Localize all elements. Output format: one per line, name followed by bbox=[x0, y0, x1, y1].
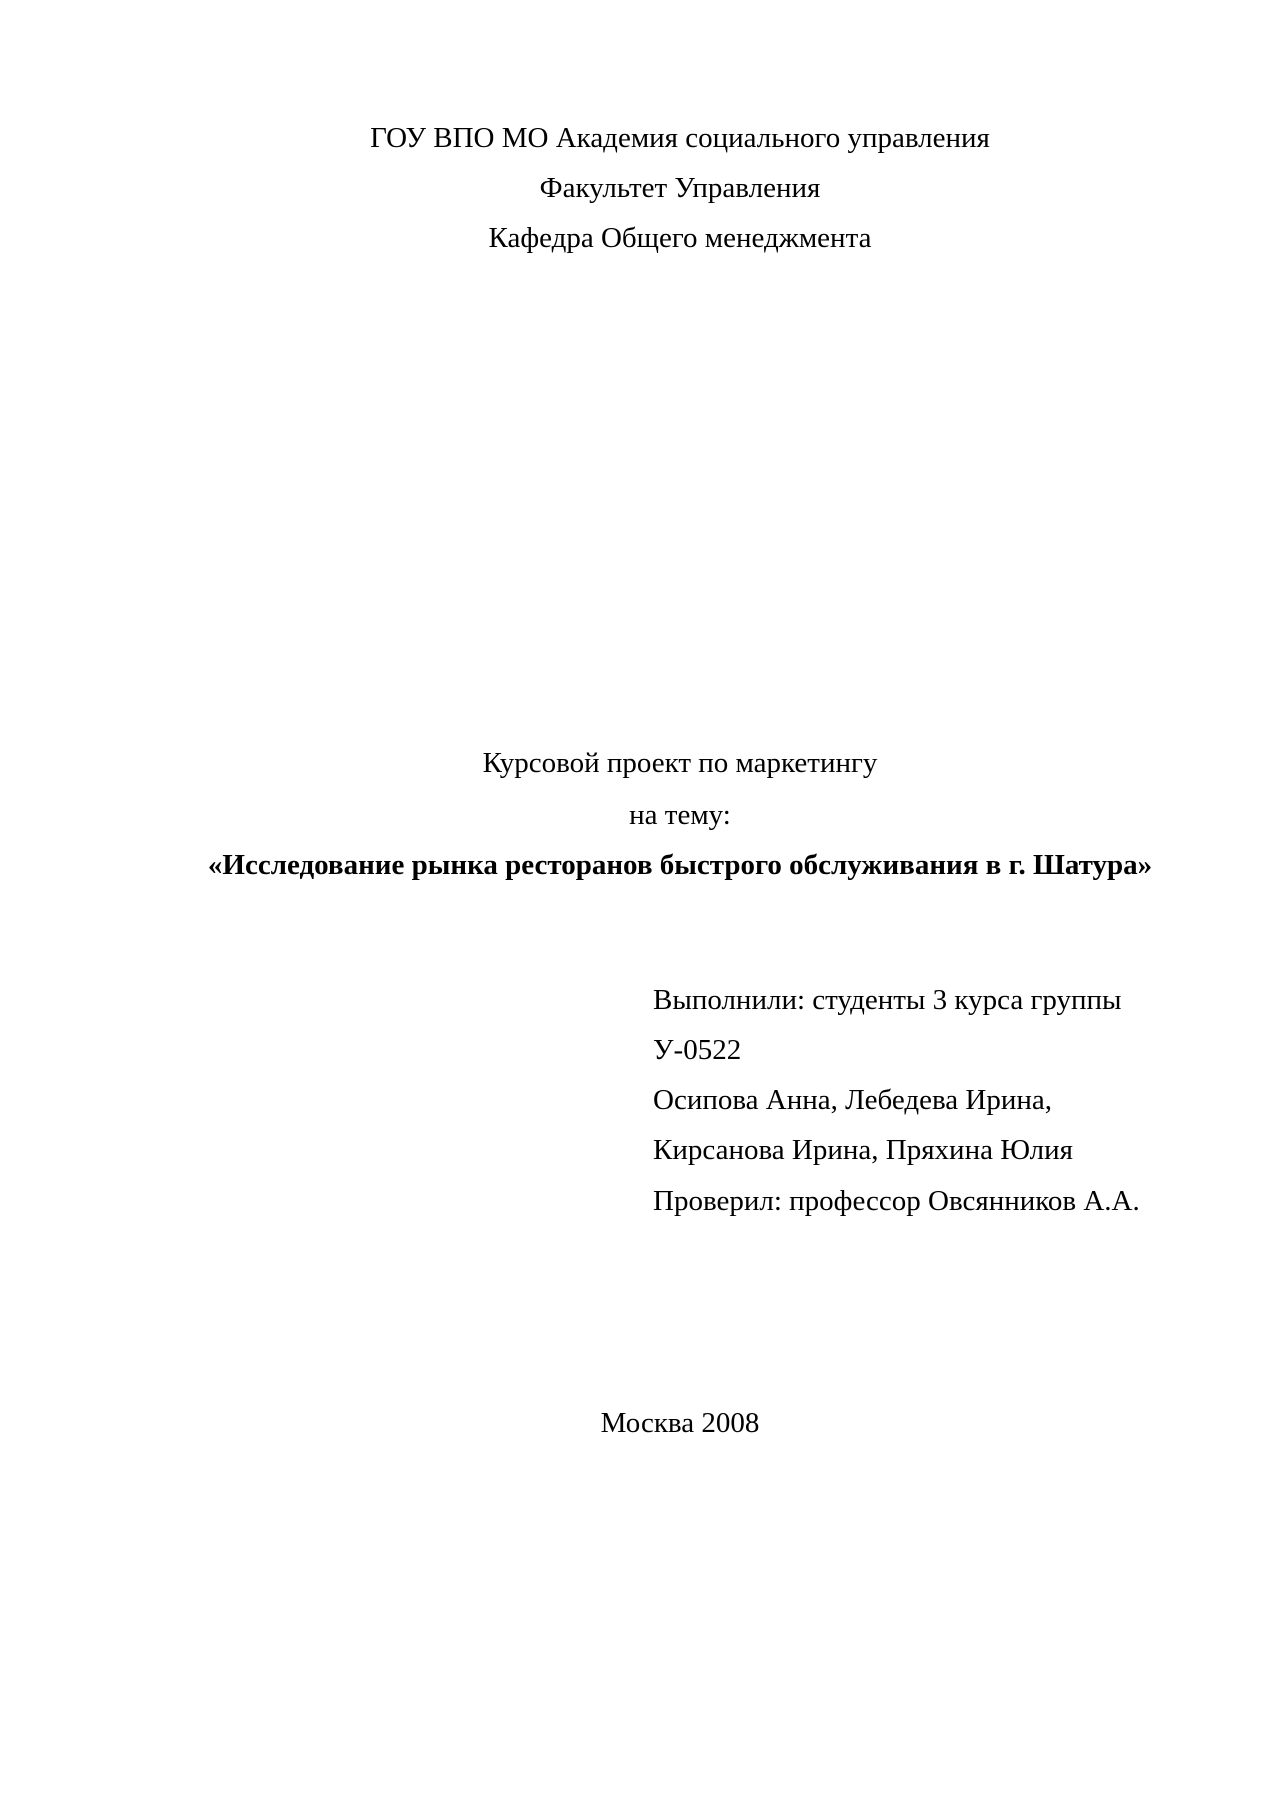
institution-name: ГОУ ВПО МО Академия социального управления bbox=[370, 122, 990, 154]
students-line-2: Кирсанова Ирина, Пряхина Юлия bbox=[653, 1134, 1073, 1166]
department-name: Кафедра Общего менеджмента bbox=[488, 222, 872, 254]
group-number: У-0522 bbox=[653, 1034, 742, 1066]
students-line-1: Осипова Анна, Лебедева Ирина, bbox=[653, 1084, 1053, 1116]
work-type: Курсовой проект по маркетингу bbox=[482, 747, 878, 779]
performed-by: Выполнили: студенты 3 курса группы bbox=[653, 984, 1122, 1016]
faculty-name: Факультет Управления bbox=[539, 172, 821, 204]
document-title: «Исследование рынка ресторанов быстрого обслуживания в г. Шатура» bbox=[207, 849, 1153, 881]
topic-intro: на тему: bbox=[629, 799, 731, 831]
checked-by: Проверил: профессор Овсянников А.А. bbox=[653, 1185, 1140, 1217]
city-year: Москва 2008 bbox=[600, 1407, 760, 1439]
